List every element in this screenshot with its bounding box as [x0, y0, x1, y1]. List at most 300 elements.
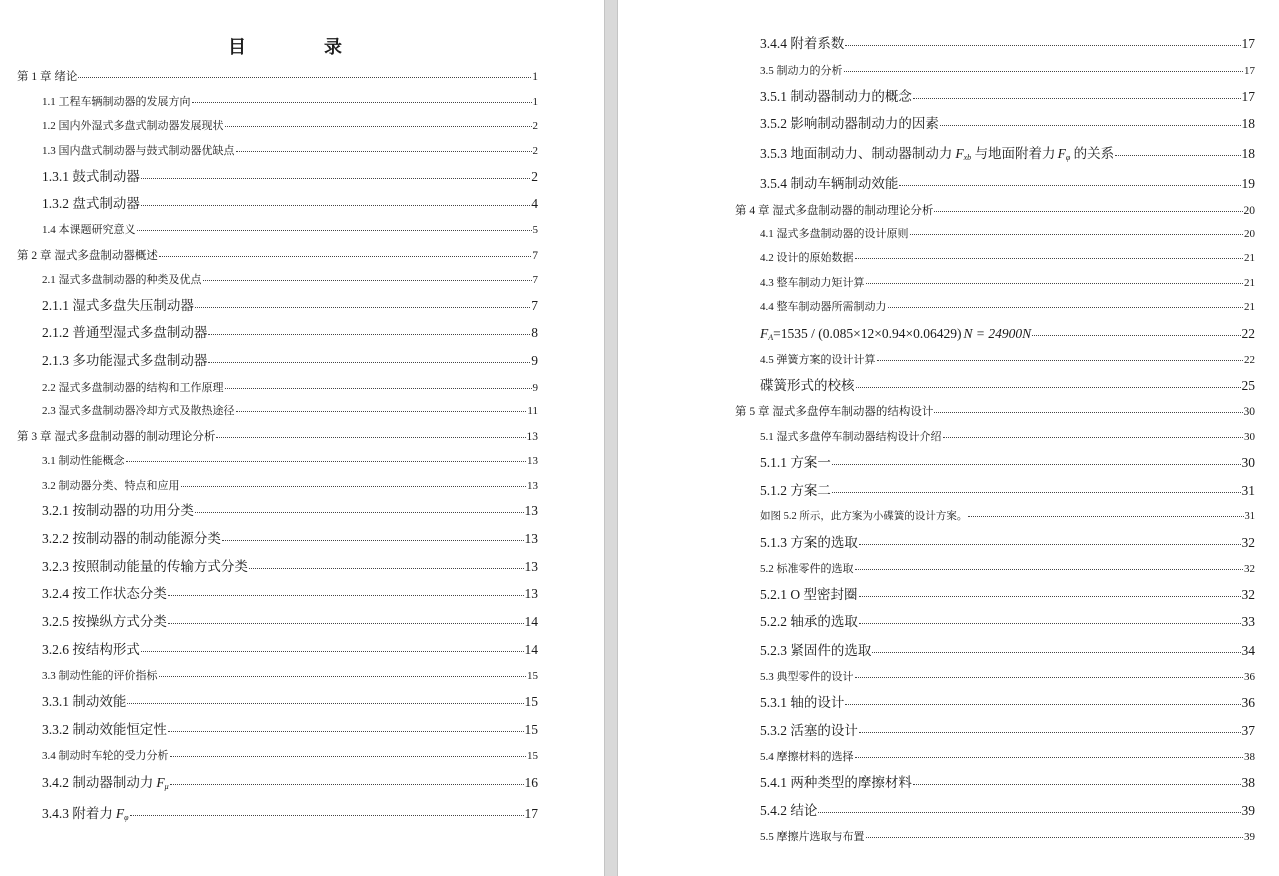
dot-leader: [137, 230, 532, 231]
toc-page-number: 5: [532, 224, 538, 236]
dot-leader: [208, 334, 530, 335]
toc-entry[interactable]: [760, 302, 1255, 313]
toc-entry-text: 2.1.1 湿式多盘失压制动器: [42, 298, 194, 313]
page-gap: [604, 0, 618, 876]
toc-page-number: 16: [524, 775, 538, 790]
toc-entry-title: [42, 560, 248, 574]
toc-entry[interactable]: [760, 37, 1255, 51]
toc-entry-title: [42, 225, 136, 236]
toc-entry-text: 3.4.3 附着力: [42, 806, 113, 821]
toc-entry-title: [760, 644, 871, 658]
dot-leader: [130, 815, 524, 816]
toc-entry-title: [735, 407, 933, 419]
toc-entry-title: [760, 327, 1031, 342]
toc-page-number: 15: [524, 694, 538, 709]
toc-entry[interactable]: [42, 456, 538, 467]
toc-entry[interactable]: [760, 752, 1255, 763]
math-subscript: A: [768, 333, 774, 342]
toc-page-number: 15: [524, 722, 538, 737]
toc-page-number: 11: [527, 405, 538, 417]
toc-entry-text: 3.2 制动器分类、特点和应用: [42, 480, 180, 492]
toc-entry-text: 3.5.3 地面制动力、制动器制动力: [760, 146, 953, 161]
toc-entry-text: 第 2 章 湿式多盘制动器概述: [17, 250, 158, 262]
toc-entry[interactable]: [760, 564, 1255, 575]
toc-entry[interactable]: [760, 696, 1255, 710]
toc-entry-text: 4.5 弹簧方案的设计计算: [760, 354, 876, 366]
toc-entry[interactable]: [42, 406, 538, 417]
toc-entry-title: [42, 146, 235, 157]
toc-entry-title: [735, 206, 933, 218]
toc-page-number: 34: [1241, 643, 1255, 658]
toc-entry-text: 3.4.2 制动器制动力: [42, 775, 154, 790]
toc-entry[interactable]: [42, 751, 538, 762]
dot-leader: [859, 596, 1241, 597]
dot-leader: [934, 211, 1242, 212]
toc-entry[interactable]: [42, 170, 538, 184]
toc-page-number: 18: [1241, 146, 1255, 161]
toc-entry-text: 2.1 湿式多盘制动器的种类及优点: [42, 274, 202, 286]
toc-entry[interactable]: [42, 671, 538, 682]
dot-leader: [1115, 155, 1240, 156]
toc-entry[interactable]: [42, 560, 538, 574]
toc-entry[interactable]: [760, 177, 1255, 191]
dot-leader: [159, 256, 531, 257]
toc-page-number: 13: [524, 559, 538, 574]
toc-entry[interactable]: [735, 206, 1255, 218]
dot-leader: [168, 595, 524, 596]
toc-entry-text: 3.5.1 制动器制动力的概念: [760, 89, 912, 104]
document-page-right: [618, 0, 1279, 876]
toc-entry-text: 5.4.1 两种类型的摩擦材料: [760, 775, 912, 790]
toc-entry[interactable]: [42, 97, 538, 108]
toc-page-number: 25: [1241, 378, 1255, 393]
dot-leader: [943, 437, 1244, 438]
toc-page-number: 37: [1241, 723, 1255, 738]
toc-entry[interactable]: [42, 121, 538, 132]
toc-entry-title: [760, 456, 831, 470]
toc-entry-title: [760, 536, 858, 550]
dot-leader: [940, 125, 1241, 126]
toc-entry-title: [42, 456, 125, 467]
toc-page-number: 36: [1241, 695, 1255, 710]
toc-entry[interactable]: [42, 643, 538, 657]
math-subscript: φ: [124, 813, 129, 822]
toc-page-number: 13: [526, 431, 538, 443]
toc-entry[interactable]: [760, 644, 1255, 658]
toc-entry[interactable]: [17, 72, 538, 84]
toc-entry-text: 3.2.1 按制动器的功用分类: [42, 503, 194, 518]
toc-page-number: 2: [532, 120, 538, 132]
dot-leader: [236, 411, 527, 412]
toc-entry-title: [760, 90, 912, 104]
toc-entry-text: 3.5 制动力的分析: [760, 65, 843, 77]
toc-page-number: 21: [1244, 277, 1255, 289]
toc-entry-title: [760, 253, 854, 264]
toc-page-number: 8: [531, 325, 538, 340]
toc-entry[interactable]: [760, 229, 1255, 240]
toc-page-number: 13: [524, 586, 538, 601]
toc-entry-title: [760, 588, 858, 602]
toc-entry[interactable]: [760, 512, 1255, 523]
toc-entry[interactable]: [42, 532, 538, 546]
toc-entry[interactable]: [42, 225, 538, 236]
toc-page-number: 32: [1241, 587, 1255, 602]
toc-entry-text: 3.4 制动时车轮的受力分析: [42, 750, 169, 762]
toc-entry-text: 3.2.6 按结构形式: [42, 642, 140, 657]
toc-page-number: 14: [524, 614, 538, 629]
toc-entry[interactable]: [42, 723, 538, 737]
toc-entry[interactable]: [42, 326, 538, 340]
toc-entry-title: [42, 751, 169, 762]
toc-entry[interactable]: [760, 804, 1255, 818]
toc-entry-text: 4.4 整车制动器所需制动力: [760, 301, 887, 313]
toc-entry-text: 5.2.1 O 型密封圈: [760, 587, 858, 602]
dot-leader: [126, 461, 527, 462]
toc-entry-title: [760, 229, 909, 240]
math-symbol: F: [156, 775, 165, 790]
toc-entry-text: 2.1.3 多功能湿式多盘制动器: [42, 353, 208, 368]
dot-leader: [1032, 335, 1240, 336]
toc-entry-text: 5.1.1 方案一: [760, 455, 831, 470]
toc-entry-text: 5.1 湿式多盘停车制动器结构设计介绍: [760, 431, 942, 443]
toc-page-number: 9: [532, 382, 538, 394]
math-subscript: xb: [963, 153, 972, 162]
toc-page-number: 39: [1241, 803, 1255, 818]
toc-entry-title: [42, 299, 194, 313]
toc-entry[interactable]: [760, 327, 1255, 342]
toc-page-number: 13: [524, 531, 538, 546]
toc-entry-text: 2.2 湿式多盘制动器的结构和工作原理: [42, 382, 224, 394]
toc-entry[interactable]: [42, 695, 538, 709]
toc-entry-title: [42, 275, 202, 286]
dot-leader: [225, 388, 532, 389]
toc-entry-title: [760, 724, 858, 738]
toc-entry-text: 3.3.1 制动效能: [42, 694, 127, 709]
toc-entry-title: [42, 807, 129, 822]
dot-leader: [913, 784, 1241, 785]
toc-entry-text: 5.3.2 活塞的设计: [760, 723, 858, 738]
toc-entry[interactable]: [42, 615, 538, 629]
toc-entry-title: [42, 643, 140, 657]
dot-leader: [236, 151, 532, 152]
toc-page-number: 18: [1241, 116, 1255, 131]
dot-leader: [181, 486, 527, 487]
dot-leader: [856, 387, 1241, 388]
toc-entry[interactable]: [760, 432, 1255, 443]
dot-leader: [910, 234, 1244, 235]
dot-leader: [141, 205, 530, 206]
toc-page-number: 4: [531, 196, 538, 211]
toc-page-number: 17: [1244, 65, 1255, 77]
toc-entry-text: 3.2.3 按照制动能量的传输方式分类: [42, 559, 248, 574]
toc-entry-title: [760, 512, 967, 523]
toc-entry[interactable]: [760, 253, 1255, 264]
math-subscript: μ: [164, 782, 169, 791]
toc-page-number: 20: [1243, 205, 1255, 217]
dot-leader: [195, 307, 530, 308]
dot-leader: [832, 492, 1241, 493]
toc-page-number: 32: [1244, 563, 1255, 575]
toc-entry-text: 与地面附着力: [971, 146, 1056, 161]
toc-entry[interactable]: [760, 832, 1255, 843]
dot-leader: [208, 362, 530, 363]
toc-entry-text: 2.1.2 普通型湿式多盘制动器: [42, 325, 208, 340]
toc-entry-title: [760, 66, 843, 77]
dot-leader: [170, 756, 527, 757]
toc-entry-text: 1.4 本课题研究意义: [42, 224, 136, 236]
toc-entry-text: 5.2.3 紧固件的选取: [760, 643, 872, 658]
toc-page-number: 30: [1241, 455, 1255, 470]
toc-entry-text: 3.2.5 按操纵方式分类: [42, 614, 167, 629]
toc-entry-text: 1.1 工程车辆制动器的发展方向: [42, 96, 191, 108]
toc-entry-title: [42, 671, 158, 682]
toc-entry[interactable]: [760, 615, 1255, 629]
toc-entry[interactable]: [760, 672, 1255, 683]
toc-entry-text: 第 3 章 湿式多盘制动器的制动理论分析: [17, 431, 216, 443]
toc-entry-text: 5.3 典型零件的设计: [760, 671, 854, 683]
toc-entry-title: [42, 695, 126, 709]
math-symbol: F: [955, 146, 964, 161]
math-symbol: F: [760, 326, 769, 341]
dot-leader: [141, 178, 530, 179]
toc-page-number: 38: [1244, 751, 1255, 763]
dot-leader: [859, 544, 1241, 545]
toc-entry-text: 4.1 湿式多盘制动器的设计原则: [760, 228, 909, 240]
toc-page-number: 1: [532, 71, 538, 83]
toc-entry[interactable]: [760, 66, 1255, 77]
toc-entry-title: [760, 117, 939, 131]
toc-entry[interactable]: [42, 354, 538, 368]
toc-entry-text: 5.4.2 结论: [760, 803, 818, 818]
toc-entry-text: 3.4.4 附着系数: [760, 36, 845, 51]
dot-leader: [195, 512, 524, 513]
toc-page-number: 7: [531, 298, 538, 313]
toc-page-number: 21: [1244, 301, 1255, 313]
toc-page-number: 13: [524, 503, 538, 518]
toc-page-number: 17: [524, 806, 538, 821]
toc-entry-text: 5.3.1 轴的设计: [760, 695, 845, 710]
toc-page-number: 31: [1244, 511, 1255, 522]
toc-entry[interactable]: [42, 504, 538, 518]
dot-leader: [168, 731, 524, 732]
toc-page-number: 36: [1244, 671, 1255, 683]
toc-entry-text: 1.3.1 鼓式制动器: [42, 169, 140, 184]
toc-entry[interactable]: [42, 807, 538, 822]
toc-entry-text: 3.2.4 按工作状态分类: [42, 586, 167, 601]
toc-entry[interactable]: [760, 117, 1255, 131]
toc-entry-title: [760, 177, 898, 191]
toc-entry[interactable]: [760, 456, 1255, 470]
dot-leader: [222, 540, 524, 541]
toc-entry-title: [760, 484, 831, 498]
toc-entry-title: [42, 326, 207, 340]
toc-page-number: 33: [1241, 614, 1255, 629]
dot-leader: [934, 412, 1242, 413]
dot-leader: [866, 837, 1244, 838]
toc-page-number: 22: [1241, 326, 1255, 341]
toc-entry[interactable]: [760, 724, 1255, 738]
dot-leader: [844, 71, 1244, 72]
toc-page-number: 38: [1241, 775, 1255, 790]
dot-leader: [818, 812, 1240, 813]
toc-page-number: 7: [532, 274, 538, 286]
toc-entry-title: [760, 615, 858, 629]
dot-leader: [968, 516, 1243, 517]
toc-entry[interactable]: [760, 484, 1255, 498]
toc-entry-text: 3.1 制动性能概念: [42, 455, 125, 467]
toc-entry-title: [760, 432, 942, 443]
dot-leader: [855, 757, 1244, 758]
toc-page-number: 17: [1241, 36, 1255, 51]
toc-entry-text: 碟簧形式的校核: [760, 378, 855, 393]
toc-entry[interactable]: [760, 588, 1255, 602]
dot-leader: [225, 126, 532, 127]
toc-page-number: 30: [1243, 406, 1255, 418]
toc-entry-title: [42, 406, 235, 417]
toc-entry[interactable]: [42, 197, 538, 211]
toc-entry[interactable]: [760, 355, 1255, 366]
toc-entry[interactable]: [17, 251, 538, 263]
dot-leader: [845, 704, 1240, 705]
toc-entry-text: 5.1.2 方案二: [760, 483, 831, 498]
toc-entry[interactable]: [42, 146, 538, 157]
toc-entry-title: [42, 481, 180, 492]
toc-entry-title: [42, 170, 140, 184]
dot-leader: [216, 437, 525, 438]
toc-entry-title: [760, 379, 855, 393]
toc-entry[interactable]: [42, 587, 538, 601]
toc-entry-title: [17, 251, 158, 263]
toc-entry-text: 5.2.2 轴承的选取: [760, 614, 858, 629]
toc-page-number: 1: [532, 96, 538, 108]
toc-entry-text: 3.5.2 影响制动器制动力的因素: [760, 116, 939, 131]
toc-page-number: 2: [532, 145, 538, 157]
toc-entry[interactable]: [760, 90, 1255, 104]
dot-leader: [159, 676, 527, 677]
toc-entry-text: 3.3 制动性能的评价指标: [42, 670, 158, 682]
toc-page-number: 21: [1244, 252, 1255, 264]
dot-leader: [877, 360, 1244, 361]
dot-leader: [845, 45, 1240, 46]
dot-leader: [832, 464, 1241, 465]
math-symbol: F: [115, 806, 125, 821]
toc-page-number: 9: [531, 353, 538, 368]
toc-page-number: 30: [1244, 431, 1255, 443]
dot-leader: [855, 258, 1244, 259]
document-page-left: [0, 0, 604, 876]
toc-page-number: 7: [532, 250, 538, 262]
toc-entry-text: 3.3.2 制动效能恒定性: [42, 722, 167, 737]
toc-entry-title: [42, 354, 207, 368]
dot-leader: [192, 102, 532, 103]
dot-leader: [859, 623, 1241, 624]
toc-entry-title: [42, 532, 221, 546]
toc-entry-title: [42, 776, 169, 791]
toc-entry[interactable]: [42, 299, 538, 313]
dot-leader: [855, 677, 1244, 678]
toc-entry-text: 3.2.2 按制动器的制动能源分类: [42, 531, 221, 546]
toc-entry-title: [760, 564, 854, 575]
toc-entry-text: 1.3 国内盘式制动器与鼓式制动器优缺点: [42, 145, 235, 157]
toc-entry-title: [760, 355, 876, 366]
toc-entry-text: 3.5.4 制动车辆制动效能: [760, 176, 899, 191]
dot-leader: [888, 307, 1244, 308]
page-title: 目 录: [228, 37, 372, 58]
toc-page-number: 15: [527, 750, 538, 762]
toc-entry-text: 的关系: [1070, 146, 1115, 161]
toc-entry[interactable]: [42, 383, 538, 394]
formula-text: =1535 / (0.085×12×0.94×0.06429): [773, 326, 962, 341]
dot-leader: [249, 568, 524, 569]
toc-entry-text: 4.3 整车制动力矩计算: [760, 277, 865, 289]
toc-entry-text: 第 5 章 湿式多盘停车制动器的结构设计: [735, 406, 934, 418]
toc-page-number: 13: [527, 455, 538, 467]
dot-leader: [866, 283, 1244, 284]
toc-entry-title: [760, 696, 844, 710]
toc-page-number: 39: [1244, 831, 1255, 843]
toc-page-number: 20: [1244, 228, 1255, 240]
toc-entry[interactable]: [42, 776, 538, 791]
dot-leader: [899, 185, 1240, 186]
toc-page-number: 17: [1241, 89, 1255, 104]
dot-leader: [913, 98, 1241, 99]
toc-entry-title: [42, 504, 194, 518]
toc-entry-title: [42, 723, 167, 737]
toc-entry[interactable]: [760, 147, 1255, 162]
dot-leader: [78, 77, 531, 78]
toc-page-number: 14: [524, 642, 538, 657]
toc-entry[interactable]: [42, 275, 538, 286]
toc-entry-title: [760, 832, 865, 843]
toc-entry[interactable]: [760, 536, 1255, 550]
toc-entry-title: [17, 72, 77, 84]
dot-leader: [855, 569, 1244, 570]
toc-entry-text: 5.5 摩擦片选取与布置: [760, 831, 865, 843]
toc-entry[interactable]: [760, 278, 1255, 289]
toc-page-number: 32: [1241, 535, 1255, 550]
dot-leader: [859, 732, 1241, 733]
toc-page-number: 19: [1241, 176, 1255, 191]
toc-page-number: 22: [1244, 354, 1255, 366]
toc-entry[interactable]: [42, 481, 538, 492]
toc-entry-title: [42, 587, 167, 601]
toc-entry[interactable]: [17, 432, 538, 444]
toc-entry-text: 5.1.3 方案的选取: [760, 535, 858, 550]
toc-entry[interactable]: [735, 407, 1255, 419]
toc-entry[interactable]: [760, 379, 1255, 393]
toc-entry-title: [760, 672, 854, 683]
toc-entry[interactable]: [760, 776, 1255, 790]
toc-entry-text: 第 1 章 绪论: [17, 71, 78, 83]
toc-entry-title: [760, 776, 912, 790]
toc-entry-title: [760, 147, 1114, 162]
toc-entry-title: [760, 804, 817, 818]
toc-entry-text: 1.3.2 盘式制动器: [42, 196, 140, 211]
toc-entry-text: 第 4 章 湿式多盘制动器的制动理论分析: [735, 205, 934, 217]
dot-leader: [168, 623, 524, 624]
toc-entry-title: [42, 615, 167, 629]
dot-leader: [872, 652, 1240, 653]
toc-page-number: 13: [527, 480, 538, 492]
toc-entry-title: [42, 121, 224, 132]
toc-entry-text: 如图 5.2 所示，此方案为小碟簧的设计方案。: [760, 511, 968, 522]
toc-entry-text: 1.2 国内外湿式多盘式制动器发展现状: [42, 120, 224, 132]
toc-entry-title: [760, 752, 854, 763]
toc-entry-title: [760, 278, 865, 289]
dot-leader: [203, 280, 532, 281]
formula-result: N = 24900N: [963, 326, 1032, 341]
toc-entry-text: 2.3 湿式多盘制动器冷却方式及散热途径: [42, 405, 235, 417]
